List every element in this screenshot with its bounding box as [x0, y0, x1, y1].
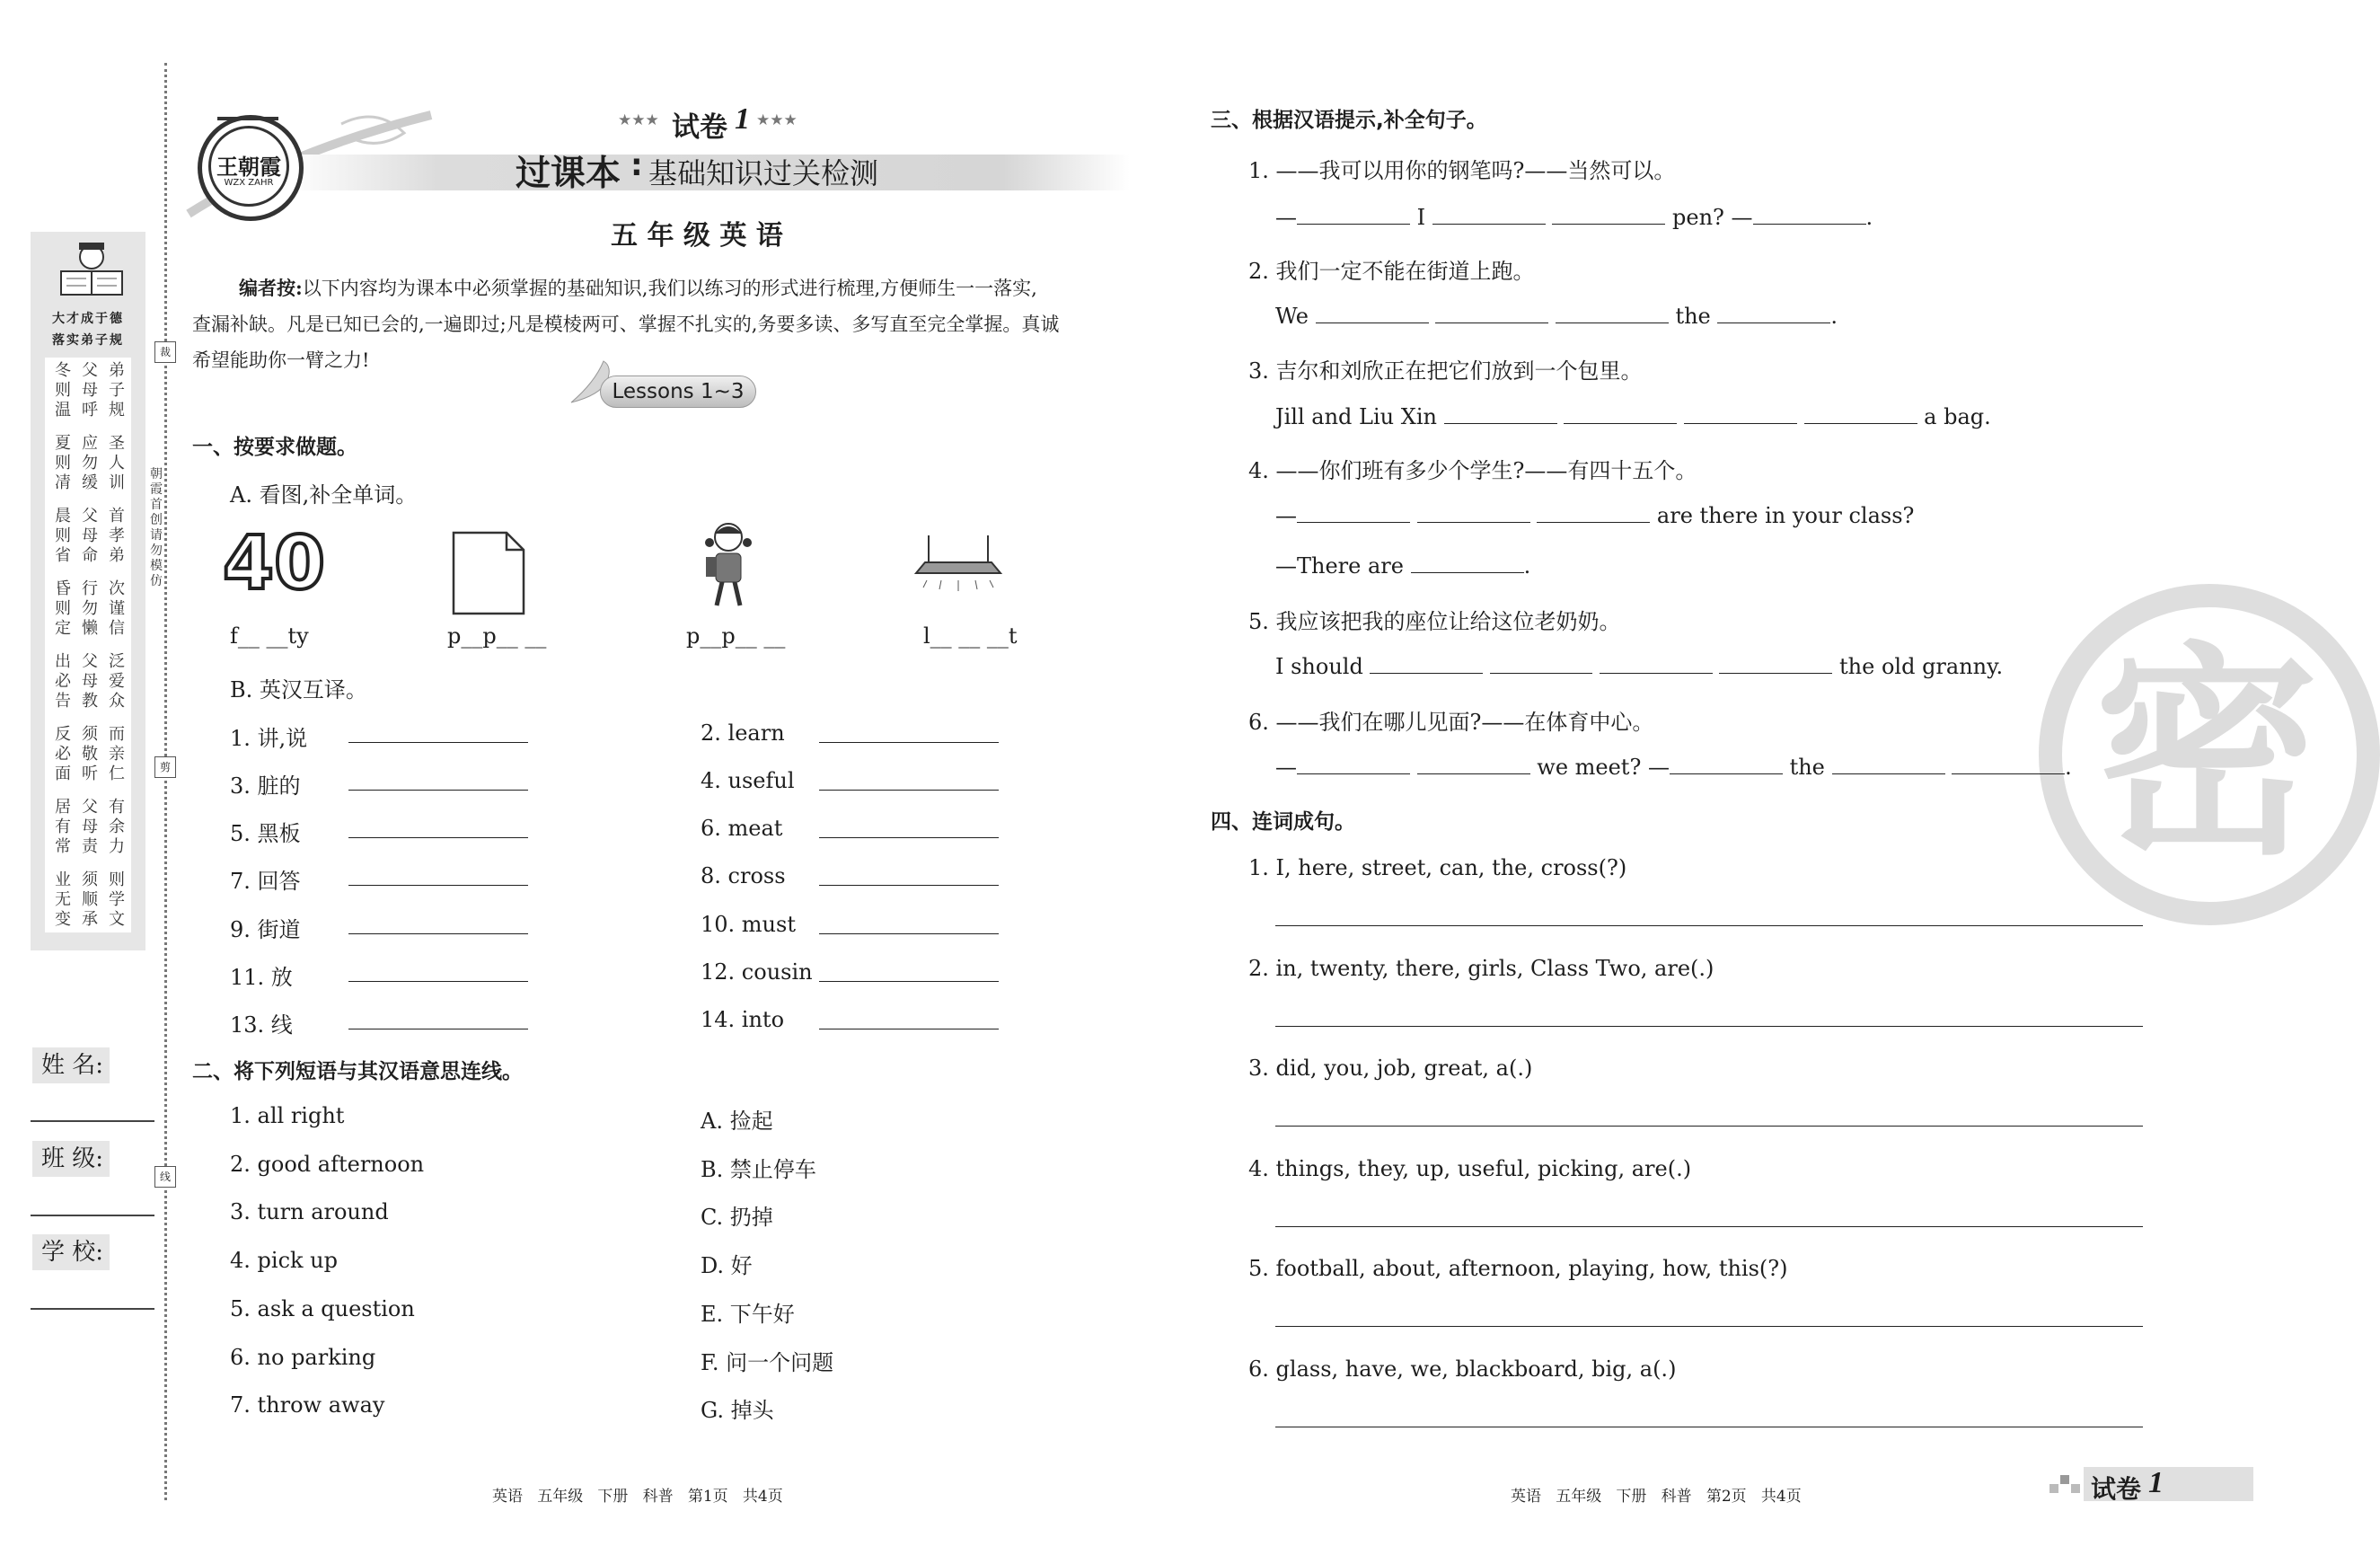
motto-slogan-2: 落实弟子规 [52, 333, 124, 348]
sentence-text: — [1275, 503, 1297, 528]
subject-title: 五 年 级 英 语 [611, 220, 783, 252]
motto-column: 父母呼 [82, 361, 98, 420]
answer-blank[interactable] [1753, 208, 1866, 225]
motto-column: 父母责 [82, 798, 98, 856]
motto-column: 父母命 [82, 507, 98, 565]
sentence-text [1592, 654, 1600, 679]
motto-column: 须顺承 [82, 870, 98, 929]
section2-title: 二、将下列短语与其汉语意思连线。 [192, 1060, 523, 1083]
translate-item-cn: 9. 街道 [230, 917, 301, 942]
series-subtitle: 基础知识过关检测 [648, 156, 879, 190]
sentence-text [1557, 404, 1565, 429]
meaning-item[interactable]: G. 掉头 [701, 1398, 774, 1423]
sentence-text: pen? — [1665, 205, 1753, 230]
stars-left: ★★★ [618, 111, 659, 129]
translate-item-en: 4. useful [701, 768, 795, 793]
translate-answer-line[interactable] [348, 885, 528, 886]
phrase-item[interactable]: 1. all right [230, 1103, 345, 1128]
answer-blank[interactable] [1717, 306, 1830, 323]
paper-label: 试卷 [672, 111, 727, 144]
motto-column: 出必告 [55, 652, 71, 711]
answer-sentence [1275, 755, 2072, 780]
answer-blank[interactable] [1670, 757, 1783, 774]
answer-blank[interactable] [1684, 407, 1797, 424]
motto-column: 冬则温 [55, 361, 71, 420]
sentence-text: . [1830, 304, 1838, 329]
translate-item-cn: 5. 黑板 [230, 821, 301, 846]
girl-pupil-icon [697, 519, 760, 613]
phrase-item[interactable]: 4. pick up [230, 1248, 338, 1273]
sentence-text [1546, 205, 1553, 230]
copyright-side-note: 朝霞首创请勿模仿 [150, 467, 163, 588]
lessons-badge: Lessons 1~3 [600, 376, 756, 408]
sentence-text: we meet? — [1529, 755, 1670, 780]
class-field[interactable] [31, 1215, 154, 1216]
answer-sentence [1275, 553, 1530, 579]
translate-answer-line[interactable] [819, 790, 999, 791]
sentence-text: the [1782, 755, 1832, 780]
answer-blank[interactable] [1552, 208, 1665, 225]
series-title: 过课本 [516, 154, 621, 194]
motto-column: 昏则定 [55, 579, 71, 638]
motto-group [54, 652, 140, 711]
translate-item-en: 2. learn [701, 720, 785, 746]
phrase-item[interactable]: 6. no parking [230, 1345, 376, 1370]
answer-blank[interactable] [1564, 407, 1677, 424]
word-order-item: 3. did, you, job, great, a(.) [1248, 1056, 1533, 1081]
answer-blank[interactable] [1804, 407, 1917, 424]
answer-sentence [1275, 205, 1873, 230]
cut-mark: 裁 [154, 341, 176, 363]
translate-item-cn: 7. 回答 [230, 869, 301, 894]
translate-item-en: 6. meat [701, 816, 783, 841]
class-label: 班 级: [32, 1141, 110, 1177]
picture-hint-2: p__p__ __ [447, 623, 547, 649]
sentence-text: I should [1275, 654, 1371, 679]
word-order-item: 2. in, twenty, there, girls, Class Two, are(.) [1248, 955, 1714, 981]
picture-hint-1: f__ __ty [230, 623, 309, 649]
stars-right: ★★★ [756, 111, 798, 129]
answer-blank[interactable] [1435, 306, 1548, 323]
answer-blank[interactable] [1490, 657, 1592, 674]
answer-blank[interactable] [1417, 757, 1530, 774]
motto-column: 行勿懒 [82, 579, 98, 638]
sentence-text [1429, 304, 1436, 329]
sentence-text [1677, 404, 1684, 429]
number-40-icon: 40 [223, 521, 326, 606]
paper-number: 1 [735, 102, 750, 136]
motto-column: 有余力 [109, 798, 125, 856]
picture-hint-4: l__ __ __t [923, 623, 1018, 649]
meaning-item[interactable]: C. 扔掉 [701, 1205, 773, 1230]
answer-sentence [1275, 654, 2003, 679]
picture-hint-3: p__p__ __ [686, 623, 786, 649]
answer-blank[interactable] [1411, 556, 1524, 573]
answer-blank[interactable] [1417, 506, 1530, 523]
cut-mark: 线 [154, 1166, 176, 1188]
motto-group [54, 507, 140, 566]
sentence-text: We [1275, 304, 1316, 329]
translate-item-en: 14. into [701, 1007, 785, 1032]
translate-item-cn: 13. 线 [230, 1012, 293, 1038]
phrase-item[interactable]: 5. ask a question [230, 1296, 415, 1321]
answer-blank[interactable] [1297, 757, 1410, 774]
answer-blank[interactable] [1719, 657, 1832, 674]
sentence-text [1548, 304, 1556, 329]
sentence-text: are there in your class? [1650, 503, 1915, 528]
sentence-text: I [1410, 205, 1432, 230]
sentence-text [1410, 755, 1417, 780]
sentence-text: the [1668, 304, 1718, 329]
school-label: 学 校: [32, 1234, 110, 1270]
meaning-item[interactable]: E. 下午好 [701, 1302, 795, 1327]
translate-item-cn: 11. 放 [230, 965, 293, 990]
motto-group [54, 361, 140, 420]
sentence-text [1410, 503, 1417, 528]
sentence-text [1797, 404, 1804, 429]
phrase-item[interactable]: 2. good afternoon [230, 1152, 425, 1177]
answer-sentence [1275, 503, 1914, 528]
scholar-cartoon-icon [47, 239, 137, 298]
editor-note [192, 270, 1135, 378]
editor-note-line-1: 编者按:以下内容均为课本中必须掌握的基础知识,我们以练习的形式进行梳理,方便师生一一落实, [192, 270, 1135, 306]
translate-item-en: 8. cross [701, 863, 786, 888]
answer-blank[interactable] [1600, 657, 1713, 674]
translate-item-cn: 3. 脏的 [230, 773, 301, 799]
motto-column: 须敬听 [82, 725, 98, 783]
sentence-text [1530, 503, 1538, 528]
badge-label: 试卷 [2091, 1474, 2142, 1504]
motto-column: 首孝弟 [109, 507, 125, 565]
translate-answer-line[interactable] [348, 790, 528, 791]
translate-item-cn: 1. 讲,说 [230, 726, 308, 751]
motto-column: 父母教 [82, 652, 98, 711]
answer-blank[interactable] [1297, 208, 1410, 225]
section1-partB: B. 英汉互译。 [230, 677, 367, 702]
motto-group [54, 798, 140, 857]
sentence-text [1713, 654, 1720, 679]
section4-title: 四、连词成句。 [1211, 810, 1355, 834]
answer-blank[interactable] [1370, 657, 1483, 674]
answer-blank[interactable] [1444, 407, 1557, 424]
sentence-answer-line[interactable] [1275, 1126, 2143, 1127]
sentence-text: — [1275, 205, 1297, 230]
answer-blank[interactable] [1952, 757, 2065, 774]
sentence-text [1945, 755, 1952, 780]
sentence-text: — [1275, 755, 1297, 780]
series-colon: : [630, 147, 643, 183]
translate-answer-line[interactable] [819, 885, 999, 886]
motto-column: 反必面 [55, 725, 71, 783]
badge-number: 1 [2148, 1466, 2164, 1499]
word-order-item: 4. things, they, up, useful, picking, are(.) [1248, 1155, 1692, 1181]
editor-label: 编者按: [239, 277, 303, 299]
prompt-cn: 1. ——我可以用你的钢笔吗?——当然可以。 [1248, 158, 1676, 183]
sentence-text: Jill and Liu Xin [1275, 404, 1444, 429]
sentence-answer-line[interactable] [1275, 925, 2143, 926]
badge-squares-icon [2049, 1475, 2080, 1493]
meaning-item[interactable]: A. 捡起 [701, 1109, 773, 1134]
motto-column: 圣人训 [109, 434, 125, 492]
phrase-item[interactable]: 3. turn around [230, 1199, 389, 1224]
sentence-text: the old granny. [1832, 654, 2004, 679]
translate-answer-line[interactable] [348, 837, 528, 838]
answer-blank[interactable] [1556, 306, 1669, 323]
sentence-text [1483, 654, 1490, 679]
answer-blank[interactable] [1537, 506, 1650, 523]
motto-column: 泛爱众 [109, 652, 125, 711]
meaning-item[interactable]: B. 禁止停车 [701, 1157, 816, 1182]
footer-page2: 英语 五年级 下册 科普 第2页 共4页 [1511, 1488, 1802, 1506]
cut-mark: 剪 [154, 756, 176, 778]
editor-note-line-2: 查漏补缺。凡是已知已会的,一遍即过;凡是模棱两可、掌握不扎实的,务要多读、多写直至完全掌握。真诚 [192, 314, 1060, 335]
sentence-text: . [1523, 553, 1531, 579]
ceiling-light-icon [909, 532, 1008, 604]
editor-note-line-3: 希望能助你一臂之力! [192, 349, 370, 371]
sentence-answer-line[interactable] [1275, 1026, 2143, 1027]
section3-title: 三、根据汉语提示,补全句子。 [1211, 109, 1487, 132]
word-order-item: 1. I, here, street, can, the, cross(?) [1248, 855, 1627, 880]
prompt-cn: 6. ——我们在哪儿见面?——在体育中心。 [1248, 710, 1654, 735]
translate-answer-line[interactable] [348, 981, 528, 982]
motto-column: 应勿缓 [82, 434, 98, 492]
motto-column: 弟子规 [109, 361, 125, 420]
motto-group [54, 434, 140, 493]
paper-sheet-icon [451, 530, 526, 616]
motto-column: 夏则凊 [55, 434, 71, 492]
sentence-answer-line[interactable] [1275, 1226, 2143, 1227]
prompt-cn: 2. 我们一定不能在街道上跑。 [1248, 259, 1535, 284]
translate-answer-line[interactable] [819, 933, 999, 934]
translate-item-en: 12. cousin [701, 959, 813, 985]
brand-logo-subtext: WZX ZAHR [224, 178, 274, 188]
sentence-text: a bag. [1917, 404, 1991, 429]
answer-blank[interactable] [1832, 757, 1945, 774]
motto-column: 次谨信 [109, 579, 125, 638]
prompt-cn: 4. ——你们班有多少个学生?——有四十五个。 [1248, 458, 1697, 483]
motto-column: 而亲仁 [109, 725, 125, 783]
brand-logo-text: 王朝霞 [216, 154, 281, 180]
translate-answer-line[interactable] [819, 837, 999, 838]
motto-column: 晨则省 [55, 507, 71, 565]
section1-title: 一、按要求做题。 [192, 436, 357, 459]
motto-group [54, 725, 140, 784]
motto-groups [54, 361, 140, 943]
prompt-cn: 3. 吉尔和刘欣正在把它们放到一个包里。 [1248, 358, 1643, 384]
section1-partA: A. 看图,补全单词。 [230, 482, 418, 508]
sentence-answer-line[interactable] [1275, 1326, 2143, 1327]
translate-answer-line[interactable] [348, 933, 528, 934]
school-field[interactable] [31, 1308, 154, 1310]
motto-group [54, 870, 140, 930]
motto-column: 居有常 [55, 798, 71, 856]
crown-icon [217, 104, 278, 120]
motto-group [54, 579, 140, 639]
word-order-item: 5. football, about, afternoon, playing, how, this(?) [1248, 1256, 1788, 1281]
answer-blank[interactable] [1297, 506, 1410, 523]
meaning-item[interactable]: F. 问一个问题 [701, 1350, 834, 1375]
translate-item-en: 10. must [701, 912, 796, 937]
word-order-item: 6. glass, have, we, blackboard, big, a(.) [1248, 1356, 1677, 1382]
translate-answer-line[interactable] [819, 742, 999, 743]
answer-blank[interactable] [1432, 208, 1546, 225]
answer-sentence [1275, 304, 1838, 329]
answer-sentence [1275, 404, 1991, 429]
prompt-cn: 5. 我应该把我的座位让给这位老奶奶。 [1248, 609, 1621, 634]
motto-column: 则学文 [109, 870, 125, 929]
phrase-item[interactable]: 7. throw away [230, 1392, 385, 1418]
answer-blank[interactable] [1316, 306, 1429, 323]
binding-dotted-line [164, 63, 167, 1500]
sentence-text: . [1865, 205, 1873, 230]
sentence-text: . [2065, 755, 2072, 780]
name-field[interactable] [31, 1120, 154, 1122]
motto-slogan-1: 大才成于德 [52, 312, 124, 326]
name-label: 姓 名: [32, 1047, 110, 1083]
sentence-text: —There are [1275, 553, 1411, 579]
footer-page1: 英语 五年级 下册 科普 第1页 共4页 [492, 1488, 783, 1506]
meaning-item[interactable]: D. 好 [701, 1253, 753, 1278]
confidential-stamp-char: 密 [2094, 623, 2319, 885]
translate-answer-line[interactable] [819, 981, 999, 982]
translate-answer-line[interactable] [348, 742, 528, 743]
motto-column: 业无变 [55, 870, 71, 929]
